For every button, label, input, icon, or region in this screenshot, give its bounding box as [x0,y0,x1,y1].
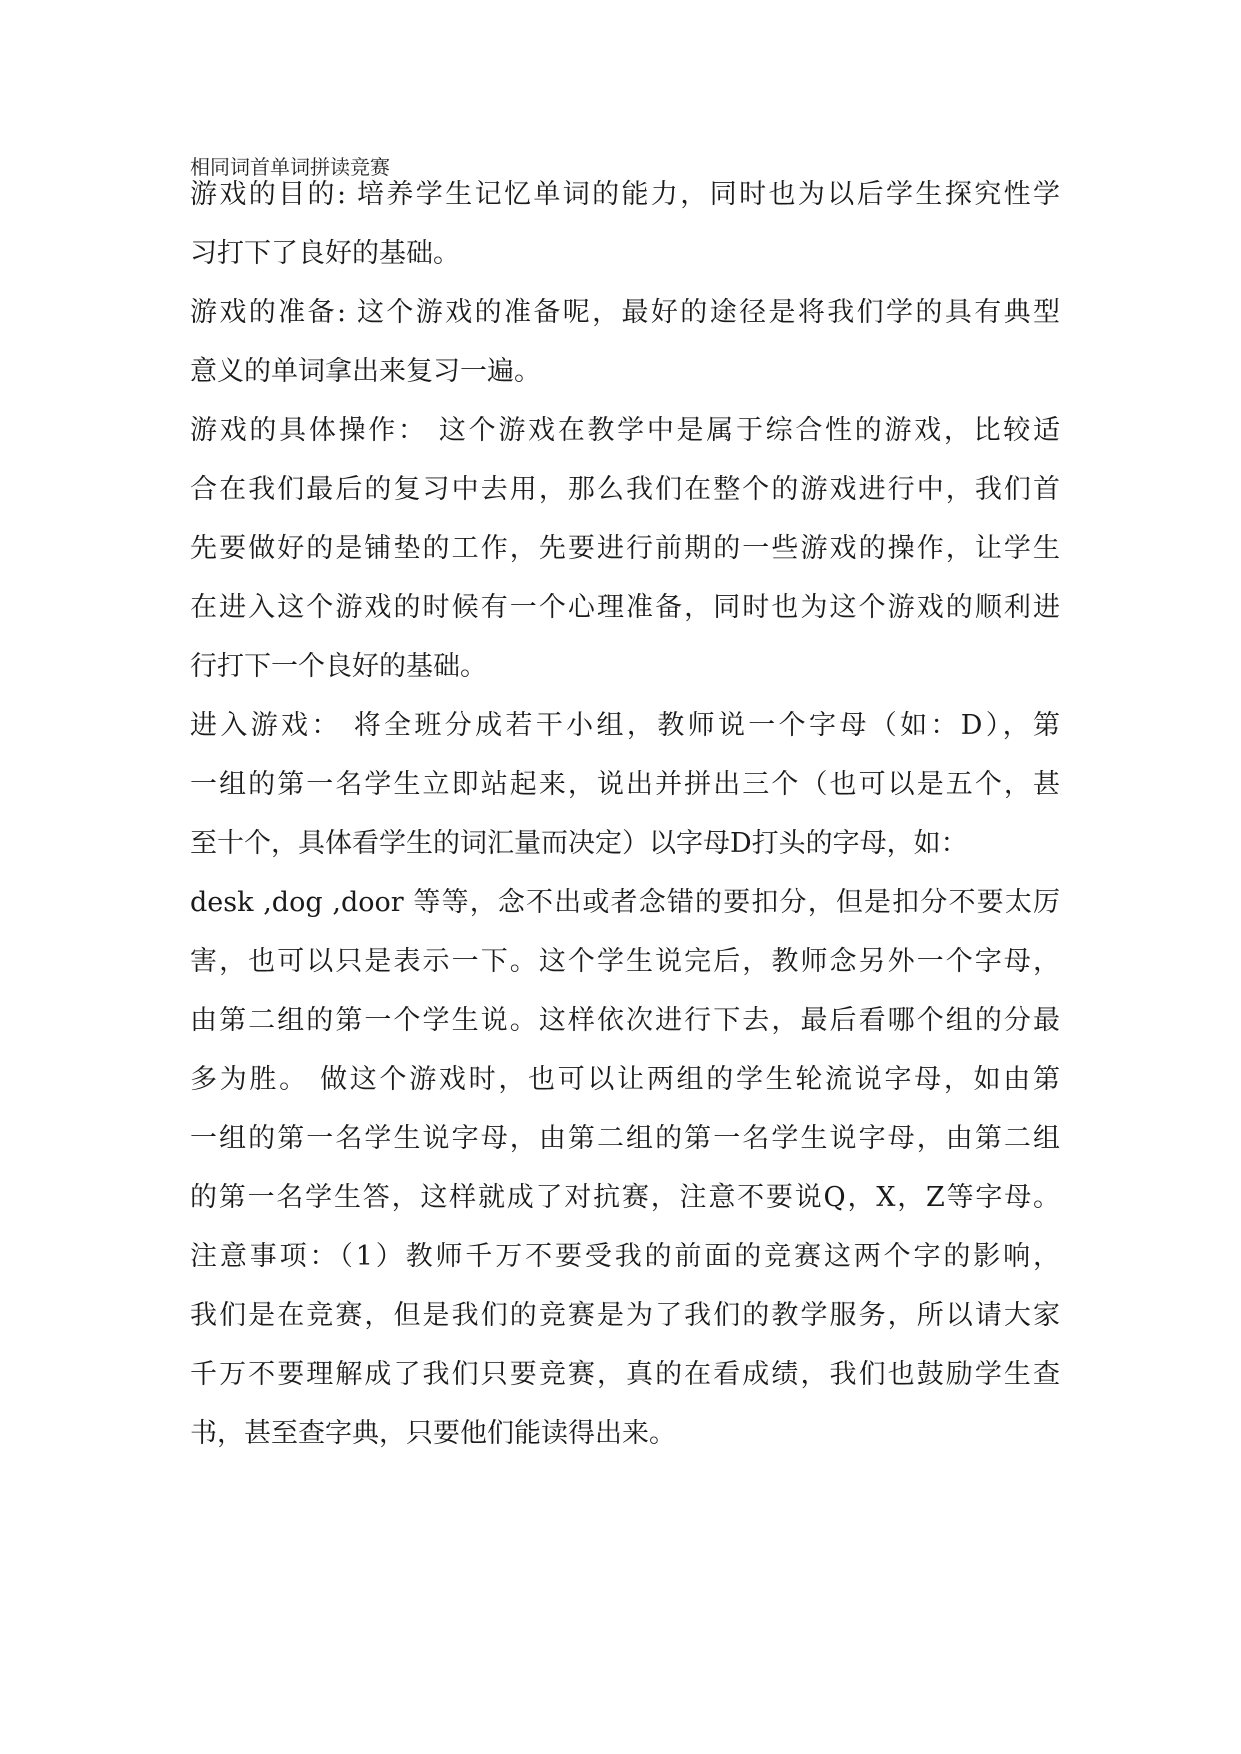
paragraph-line: 一组的第一名学生说字母，由第二组的第一名学生说字母，由第二组 [190,1123,1060,1154]
paragraph-line: 意义的单词拿出来复习一遍。 [190,356,541,387]
paragraph-line: 先要做好的是铺垫的工作，先要进行前期的一些游戏的操作，让学生 [190,533,1060,564]
paragraph-line: 我们是在竞赛，但是我们的竞赛是为了我们的教学服务，所以请大家 [190,1300,1060,1331]
paragraph-line: 千万不要理解成了我们只要竞赛，真的在看成绩，我们也鼓励学生查 [190,1359,1060,1390]
paragraph-line: 游戏的具体操作： 这个游戏在教学中是属于综合性的游戏，比较适 [190,415,1060,446]
paragraph-line: 害，也可以只是表示一下。这个学生说完后，教师念另外一个字母， [190,946,1060,977]
paragraph-line: 书，甚至查字典，只要他们能读得出来。 [190,1418,676,1449]
paragraph-line: 行打下一个良好的基础。 [190,651,487,682]
paragraph-line: 进入游戏： 将全班分成若干小组，教师说一个字母（如：D），第 [190,710,1060,741]
paragraph-line: 注意事项：（1）教师千万不要受我的前面的竞赛这两个字的影响， [190,1241,1060,1272]
paragraph-line: 游戏的准备: 这个游戏的准备呢，最好的途径是将我们学的具有典型 [190,297,1060,328]
paragraph-line: 由第二组的第一个学生说。这样依次进行下去，最后看哪个组的分最 [190,1005,1060,1036]
paragraph-line: desk ,dog ,door 等等，念不出或者念错的要扣分，但是扣分不要太厉 [190,887,1060,918]
paragraph-line: 习打下了良好的基础。 [190,238,460,269]
document-title: 相同词首单词拼读竞赛 [190,155,390,179]
paragraph-line: 多为胜。 做这个游戏时，也可以让两组的学生轮流说字母，如由第 [190,1064,1060,1095]
paragraph-line: 一组的第一名学生立即站起来，说出并拼出三个（也可以是五个，甚 [190,769,1060,800]
paragraph-line: 合在我们最后的复习中去用，那么我们在整个的游戏进行中，我们首 [190,474,1060,505]
paragraph-line: 至十个，具体看学生的词汇量而决定）以字母D打头的字母，如： [190,828,968,859]
paragraph-line: 的第一名学生答，这样就成了对抗赛，注意不要说Q，X，Z等字母。 [190,1182,1060,1213]
paragraph-line: 游戏的目的: 培养学生记忆单词的能力，同时也为以后学生探究性学 [190,179,1060,210]
paragraph-line: 在进入这个游戏的时候有一个心理准备，同时也为这个游戏的顺利进 [190,592,1060,623]
